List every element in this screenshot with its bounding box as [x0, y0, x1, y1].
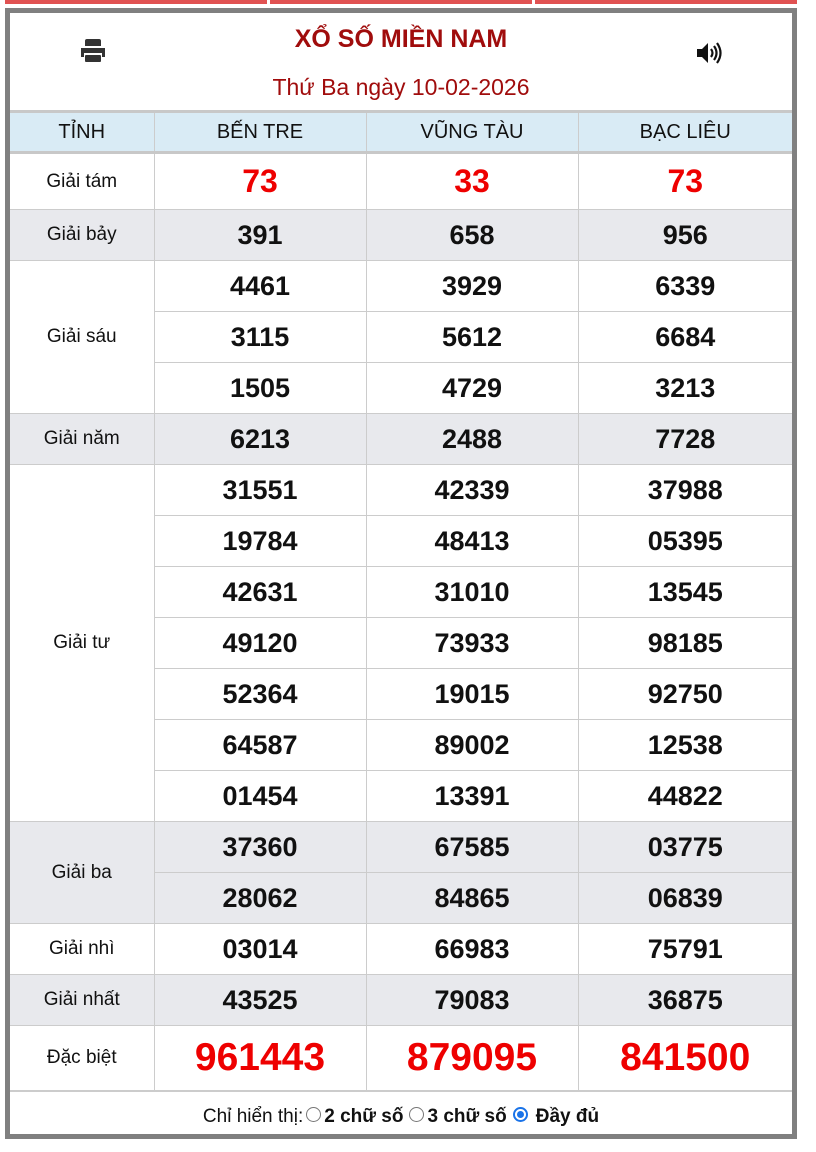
prize-label: Giải tám	[10, 153, 154, 210]
table-header-row	[10, 112, 792, 153]
prize-number: 03014	[154, 924, 366, 975]
prize-number: 6213	[154, 414, 366, 465]
prize-number: 44822	[578, 771, 792, 822]
prize-number: 73	[154, 153, 366, 210]
prize-number: 7728	[578, 414, 792, 465]
prize-number: 12538	[578, 720, 792, 771]
prize-number: 37360	[154, 822, 366, 873]
prize-number: 42339	[366, 465, 578, 516]
prize-number: 43525	[154, 975, 366, 1026]
option-full-label: Đầy đủ	[535, 1105, 600, 1127]
top-tab-2[interactable]	[270, 0, 532, 4]
table-row	[10, 465, 792, 516]
prize-label: Giải năm	[10, 414, 154, 465]
special-prize-number: 879095	[366, 1026, 578, 1091]
prize-number: 391	[154, 210, 366, 261]
table-row	[10, 822, 792, 873]
option-3-digits-label: 3 chữ số	[427, 1105, 507, 1127]
prize-number: 36875	[578, 975, 792, 1026]
table-row	[10, 414, 792, 465]
results-header	[10, 13, 792, 110]
column-header-bac-lieu: BẠC LIÊU	[578, 112, 792, 153]
prize-number: 28062	[154, 873, 366, 924]
prize-label: Đặc biệt	[10, 1026, 154, 1091]
prize-number: 03775	[578, 822, 792, 873]
top-tab-1[interactable]	[5, 0, 267, 4]
top-tab-3[interactable]	[535, 0, 797, 4]
prize-number: 3213	[578, 363, 792, 414]
prize-number: 13391	[366, 771, 578, 822]
prize-number: 67585	[366, 822, 578, 873]
prize-number: 33	[366, 153, 578, 210]
radio-full[interactable]	[513, 1107, 528, 1122]
prize-number: 73	[578, 153, 792, 210]
prize-number: 658	[366, 210, 578, 261]
sound-button[interactable]	[695, 40, 725, 66]
option-full[interactable]	[507, 1106, 599, 1128]
prize-number: 3115	[154, 312, 366, 363]
prize-number: 79083	[366, 975, 578, 1026]
prize-number: 01454	[154, 771, 366, 822]
prize-label: Giải nhất	[10, 975, 154, 1026]
prize-number: 956	[578, 210, 792, 261]
prize-number: 4461	[154, 261, 366, 312]
prize-number: 42631	[154, 567, 366, 618]
draw-date: Thứ Ba ngày 10-02-2026	[272, 74, 530, 100]
prize-number: 2488	[366, 414, 578, 465]
results-panel	[5, 8, 797, 1139]
prize-number: 13545	[578, 567, 792, 618]
prize-number: 98185	[578, 618, 792, 669]
volume-icon	[695, 40, 725, 66]
radio-3-digits[interactable]	[409, 1107, 424, 1122]
prize-number: 31551	[154, 465, 366, 516]
table-row	[10, 924, 792, 975]
prize-number: 05395	[578, 516, 792, 567]
special-prize-number: 961443	[154, 1026, 366, 1091]
prize-number: 3929	[366, 261, 578, 312]
prize-label: Giải tư	[10, 465, 154, 822]
page-title: XỔ SỐ MIỀN NAM	[294, 25, 508, 53]
radio-2-digits[interactable]	[306, 1107, 321, 1122]
prize-number: 52364	[154, 669, 366, 720]
prize-number: 37988	[578, 465, 792, 516]
prize-number: 64587	[154, 720, 366, 771]
prize-number: 19784	[154, 516, 366, 567]
prize-number: 6684	[578, 312, 792, 363]
prize-number: 66983	[366, 924, 578, 975]
display-options	[10, 1091, 792, 1141]
prize-number: 19015	[366, 669, 578, 720]
table-row	[10, 210, 792, 261]
table-row	[10, 1026, 792, 1091]
special-prize-number: 841500	[578, 1026, 792, 1091]
option-2-digits[interactable]	[303, 1106, 403, 1128]
column-header-province: TỈNH	[10, 112, 154, 153]
prize-label: Giải bảy	[10, 210, 154, 261]
prize-number: 89002	[366, 720, 578, 771]
top-tab-bar	[5, 0, 797, 5]
prize-number: 73933	[366, 618, 578, 669]
prize-number: 92750	[578, 669, 792, 720]
display-options-label: Chỉ hiển thị:	[202, 1105, 304, 1127]
table-row	[10, 975, 792, 1026]
prize-number: 4729	[366, 363, 578, 414]
prize-number: 84865	[366, 873, 578, 924]
prize-label: Giải sáu	[10, 261, 154, 414]
prize-number: 48413	[366, 516, 578, 567]
prize-number: 31010	[366, 567, 578, 618]
prize-number: 75791	[578, 924, 792, 975]
results-table	[10, 110, 792, 1091]
column-header-vung-tau: VŨNG TÀU	[366, 112, 578, 153]
prize-number: 49120	[154, 618, 366, 669]
option-2-digits-label: 2 chữ số	[324, 1105, 404, 1127]
table-row	[10, 261, 792, 312]
table-row	[10, 153, 792, 210]
prize-label: Giải nhì	[10, 924, 154, 975]
prize-number: 06839	[578, 873, 792, 924]
option-3-digits[interactable]	[403, 1106, 506, 1128]
prize-number: 5612	[366, 312, 578, 363]
prize-number: 6339	[578, 261, 792, 312]
prize-label: Giải ba	[10, 822, 154, 924]
column-header-ben-tre: BẾN TRE	[154, 112, 366, 153]
prize-number: 1505	[154, 363, 366, 414]
